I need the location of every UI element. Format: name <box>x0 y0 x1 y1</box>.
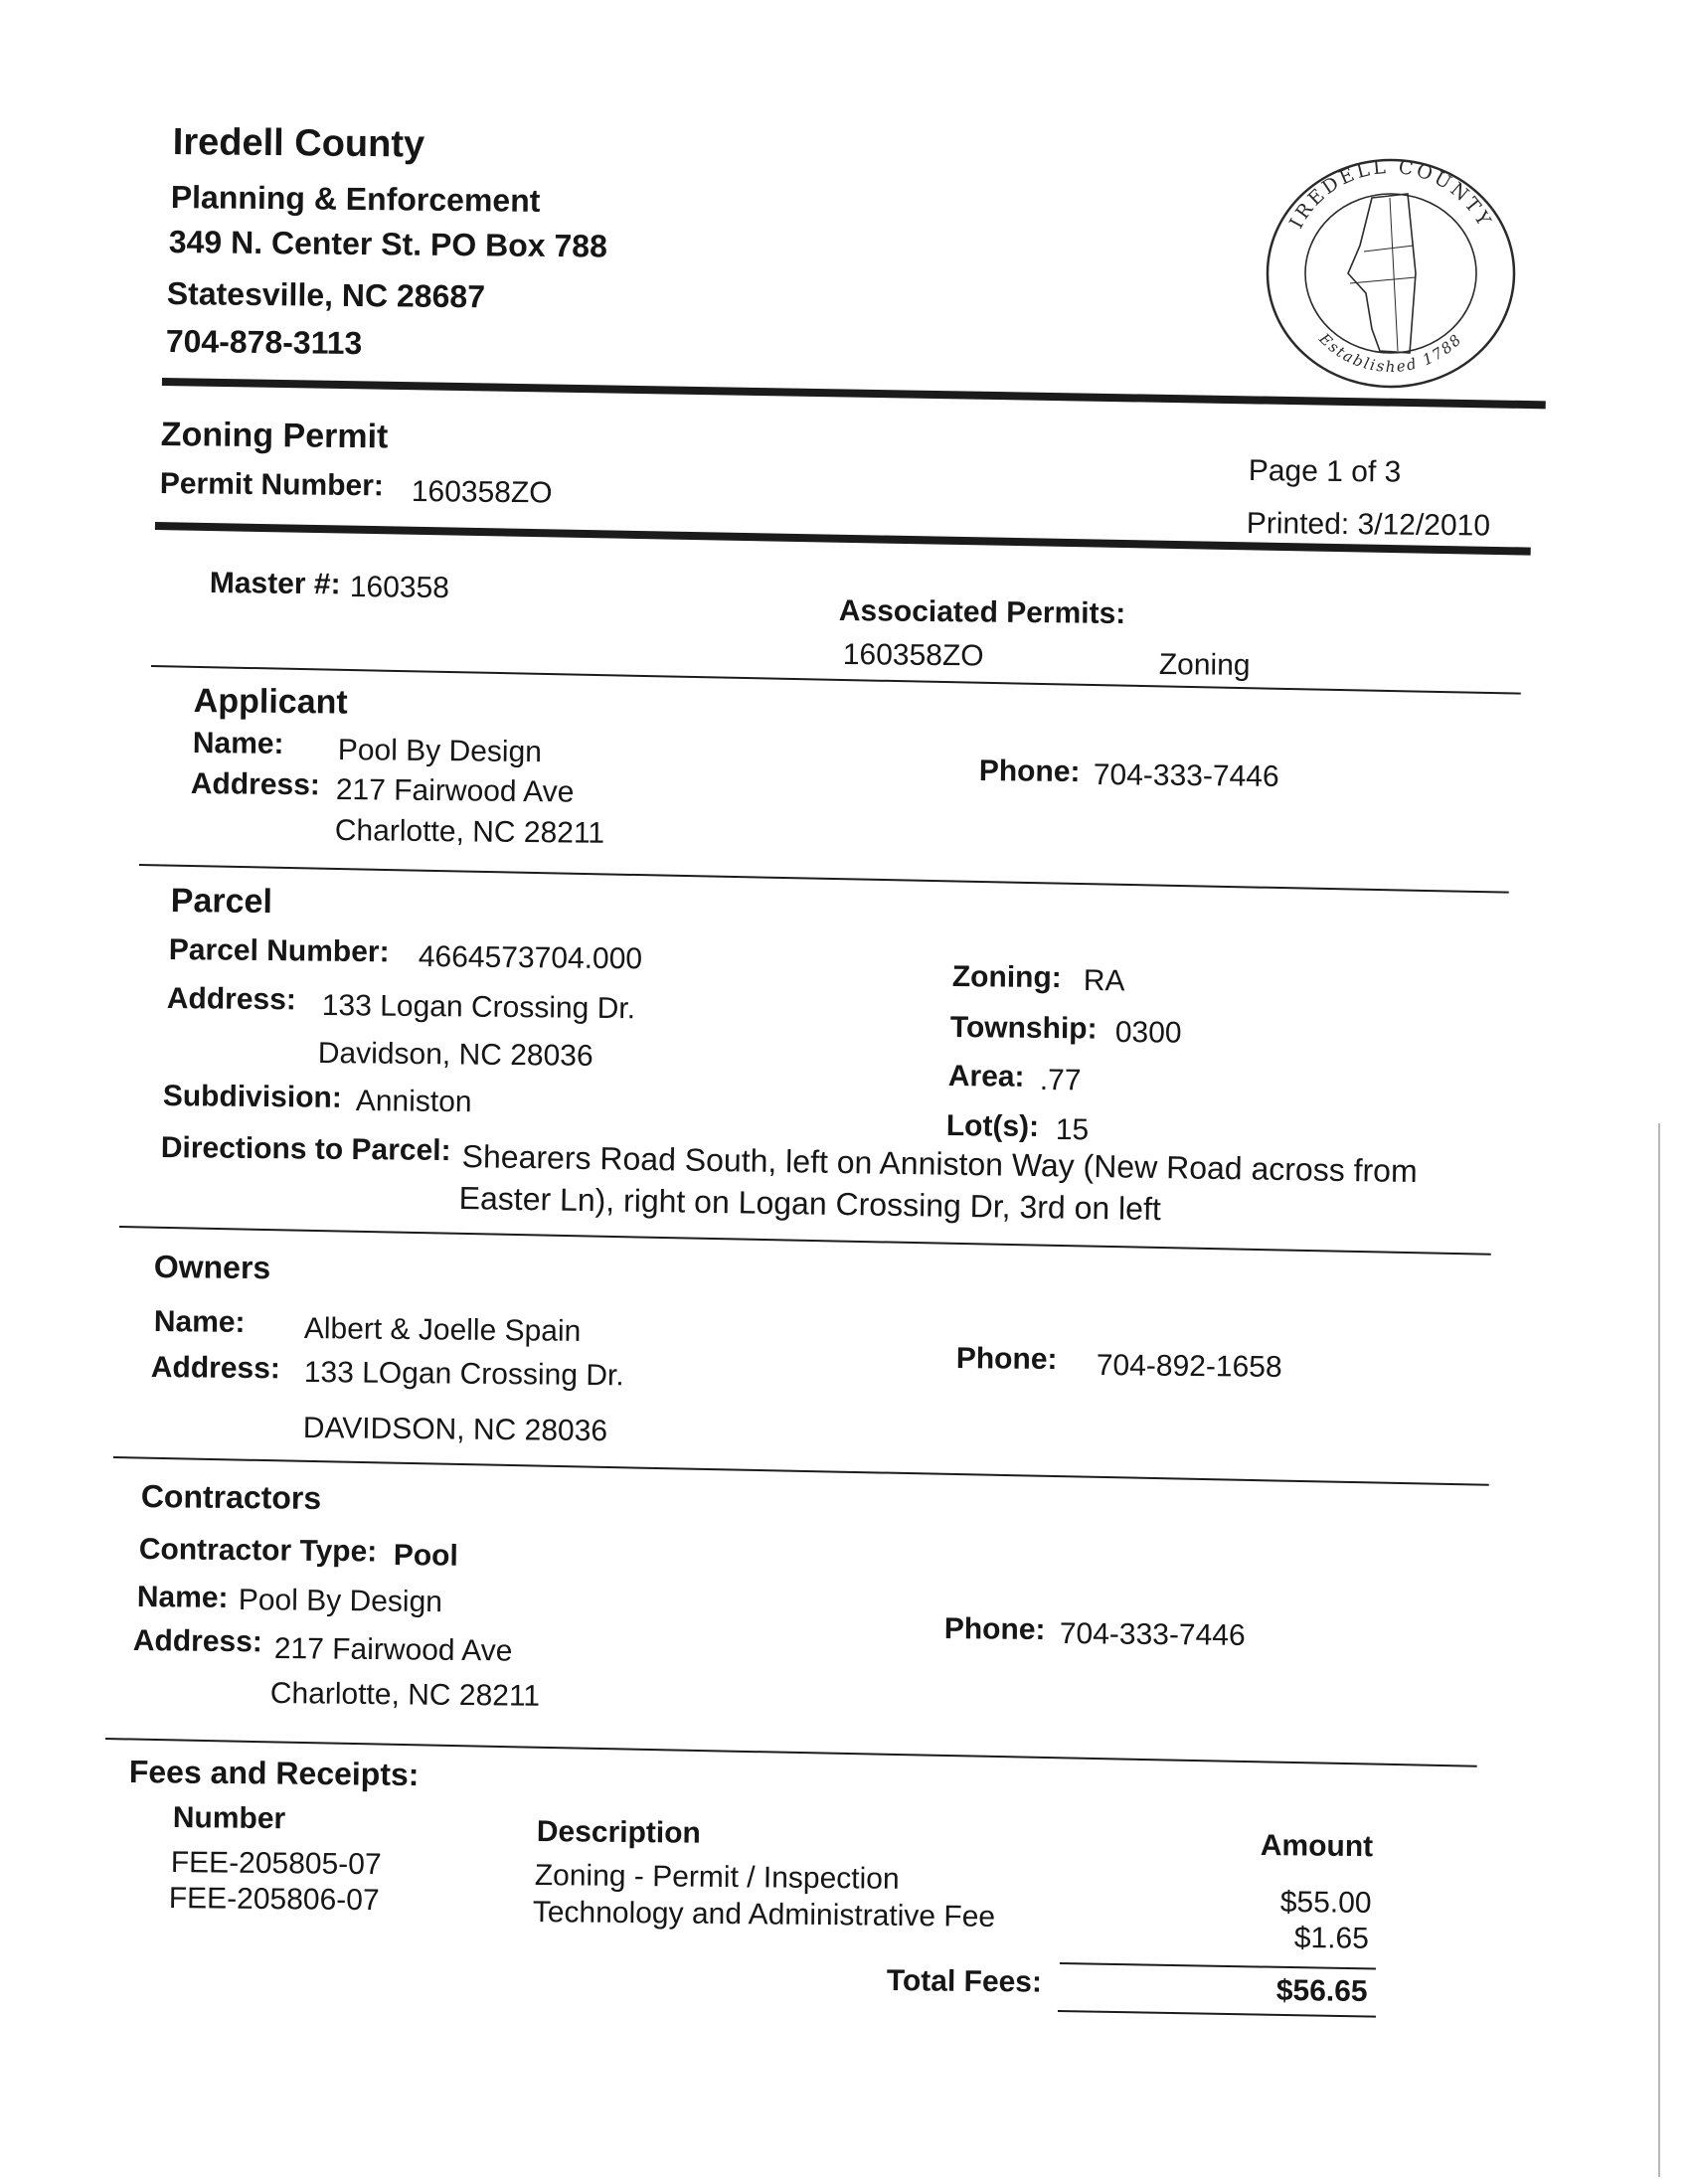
page-indicator: Page 1 of 3 <box>1248 454 1402 489</box>
contractor-name: Pool By Design <box>238 1584 443 1619</box>
contractor-address-line1: 217 Fairwood Ave <box>273 1632 513 1668</box>
department-city: Statesville, NC 28687 <box>166 275 486 315</box>
department-name: Planning & Enforcement <box>170 179 541 219</box>
scan-edge <box>1658 1123 1660 2177</box>
lots-label: Lot(s): <box>945 1109 1040 1143</box>
department-phone: 704-878-3113 <box>165 323 363 362</box>
applicant-address-label: Address: <box>190 767 321 802</box>
county-seal-icon <box>1261 154 1521 393</box>
associated-permit-number: 160358ZO <box>842 638 984 673</box>
directions-line2: Easter Ln), right on Logan Crossing Dr, 3rd on left <box>458 1180 1162 1228</box>
contractor-address-label: Address: <box>132 1624 263 1659</box>
divider <box>139 864 1509 894</box>
divider <box>1060 1962 1376 1970</box>
fees-heading: Fees and Receipts: <box>128 1754 420 1793</box>
fees-column-amount: Amount <box>1260 1829 1374 1864</box>
fee-amount: $1.65 <box>1293 1922 1370 1955</box>
area: .77 <box>1039 1064 1082 1097</box>
associated-permit-type: Zoning <box>1158 648 1251 682</box>
permit-number: 160358ZO <box>411 475 553 510</box>
fees-column-number: Number <box>172 1801 286 1836</box>
applicant-name-label: Name: <box>192 727 284 760</box>
zoning-label: Zoning: <box>951 960 1062 995</box>
total-fees: $56.65 <box>1275 1974 1368 2008</box>
applicant-address-line2: Charlotte, NC 28211 <box>334 814 605 850</box>
subdivision-label: Subdivision: <box>162 1080 342 1114</box>
fee-description: Technology and Administrative Fee <box>532 1896 996 1933</box>
contractor-name-label: Name: <box>136 1581 229 1614</box>
owners-name: Albert & Joelle Spain <box>303 1312 582 1348</box>
parcel-heading: Parcel <box>170 882 273 922</box>
fee-amount: $55.00 <box>1279 1886 1372 1920</box>
master-number: 160358 <box>349 571 450 605</box>
township-label: Township: <box>949 1011 1098 1046</box>
owners-phone: 704-892-1658 <box>1096 1349 1282 1384</box>
parcel-number-label: Parcel Number: <box>168 933 390 969</box>
directions-label: Directions to Parcel: <box>160 1131 451 1168</box>
contractor-type-label: Contractor Type: <box>138 1533 378 1569</box>
applicant-name: Pool By Design <box>337 734 543 769</box>
owners-heading: Owners <box>153 1249 271 1286</box>
department-street: 349 N. Center St. PO Box 788 <box>168 224 608 264</box>
parcel-number: 4664573704.000 <box>418 940 643 976</box>
svg-text:IREDELL COUNTY: IREDELL COUNTY <box>1284 155 1496 233</box>
area-label: Area: <box>947 1060 1025 1093</box>
owners-address-line2: DAVIDSON, NC 28036 <box>302 1412 608 1448</box>
subdivision: Anniston <box>355 1085 472 1119</box>
parcel-address-label: Address: <box>166 982 297 1017</box>
parcel-address-line1: 133 Logan Crossing Dr. <box>321 989 636 1026</box>
divider <box>1058 2010 1376 2018</box>
owners-address-label: Address: <box>150 1351 281 1386</box>
permit-title: Zoning Permit <box>160 416 389 456</box>
fee-number: FEE-205806-07 <box>168 1882 380 1918</box>
owners-address-line1: 133 LOgan Crossing Dr. <box>303 1356 624 1393</box>
contractor-address-line2: Charlotte, NC 28211 <box>269 1677 541 1713</box>
contractors-heading: Contractors <box>140 1478 322 1516</box>
associated-permits-label: Associated Permits: <box>838 594 1126 631</box>
master-number-label: Master #: <box>209 567 341 601</box>
county-name: Iredell County <box>172 121 425 166</box>
applicant-heading: Applicant <box>193 682 348 722</box>
divider <box>119 1226 1491 1256</box>
directions-line1: Shearers Road South, left on Anniston Way (New Road across from <box>461 1138 1418 1190</box>
township: 0300 <box>1114 1016 1182 1050</box>
fee-number: FEE-205805-07 <box>170 1846 382 1882</box>
applicant-phone-label: Phone: <box>978 755 1081 789</box>
owners-name-label: Name: <box>153 1305 246 1339</box>
svg-text:Established 1788: Established 1788 <box>1315 329 1466 376</box>
applicant-address-line1: 217 Fairwood Ave <box>335 773 575 809</box>
owners-phone-label: Phone: <box>955 1342 1058 1377</box>
contractor-type: Pool <box>393 1539 458 1573</box>
contractor-phone: 704-333-7446 <box>1059 1617 1246 1652</box>
applicant-phone: 704-333-7446 <box>1093 758 1279 793</box>
lots: 15 <box>1055 1113 1090 1147</box>
parcel-address-line2: Davidson, NC 28036 <box>317 1037 593 1073</box>
printed-date: Printed: 3/12/2010 <box>1246 507 1491 543</box>
divider <box>151 665 1521 695</box>
fees-column-description: Description <box>536 1815 702 1850</box>
fee-description: Zoning - Permit / Inspection <box>534 1859 900 1896</box>
permit-number-label: Permit Number: <box>159 467 385 503</box>
contractor-phone-label: Phone: <box>943 1612 1046 1647</box>
total-fees-label: Total Fees: <box>886 1964 1043 1999</box>
zoning: RA <box>1083 964 1125 998</box>
